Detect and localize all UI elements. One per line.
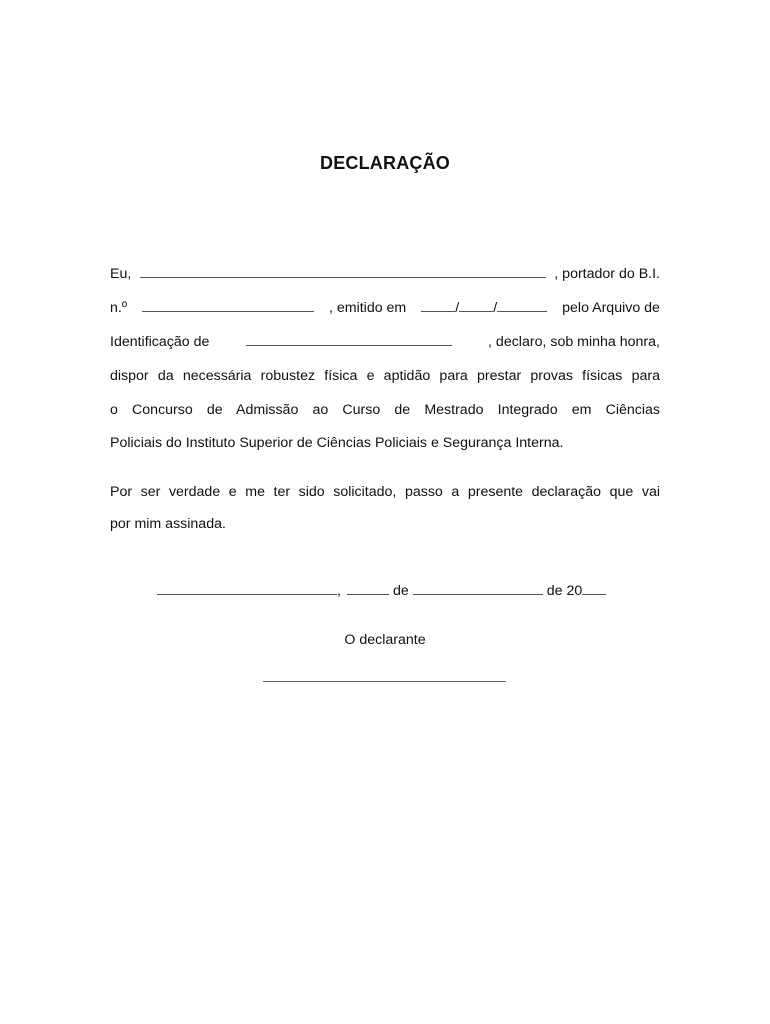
month-blank[interactable]: [413, 582, 543, 595]
text-de-20: de 20: [546, 583, 583, 599]
text-eu: Eu,: [110, 266, 132, 282]
text-de-1: de: [392, 583, 409, 599]
archive-location-blank[interactable]: [246, 333, 452, 346]
name-blank[interactable]: [140, 265, 546, 278]
paragraph-1-line-3: [110, 333, 660, 351]
year-blank[interactable]: [582, 582, 606, 595]
issue-day-blank[interactable]: [421, 299, 455, 312]
paragraph-1-line-4: dispor da necessária robustez física e aptidão para prestar provas físicas para: [110, 368, 660, 384]
paragraph-1-line-5: o Concurso de Admissão ao Curso de Mestrado Integrado em Ciências: [110, 402, 660, 418]
paragraph-1-line-6: Policiais do Instituto Superior de Ciências Policiais e Segurança Interna.: [110, 435, 564, 451]
bi-number-blank[interactable]: [142, 299, 314, 312]
date-slash-2: /: [493, 300, 498, 316]
date-slash-1: /: [455, 300, 460, 316]
paragraph-1-line-1: [110, 265, 660, 283]
paragraph-2-line-2: por mim assinada.: [110, 516, 226, 532]
text-numero: n.º: [110, 300, 128, 316]
date-line: [157, 582, 617, 600]
date-comma: ,: [337, 583, 341, 599]
text-declaro: , declaro, sob minha honra,: [488, 334, 660, 350]
text-identificacao: Identificação de: [110, 334, 210, 350]
issue-year-blank[interactable]: [497, 299, 547, 312]
issue-date-group: [421, 299, 547, 317]
text-pelo-arquivo: pelo Arquivo de: [562, 300, 660, 316]
issue-month-blank[interactable]: [459, 299, 493, 312]
text-portador: , portador do B.I.: [554, 266, 660, 282]
day-blank[interactable]: [347, 582, 389, 595]
place-blank[interactable]: [157, 582, 337, 595]
signature-label: O declarante: [344, 632, 426, 648]
page-title: DECLARAÇÃO: [320, 153, 450, 173]
text-emitido: , emitido em: [328, 300, 407, 316]
paragraph-1-line-2: [110, 299, 660, 317]
paragraph-2-line-1: Por ser verdade e me ter sido solicitado, passo a presente declaração que vai: [110, 484, 660, 500]
signature-line[interactable]: [263, 681, 506, 682]
